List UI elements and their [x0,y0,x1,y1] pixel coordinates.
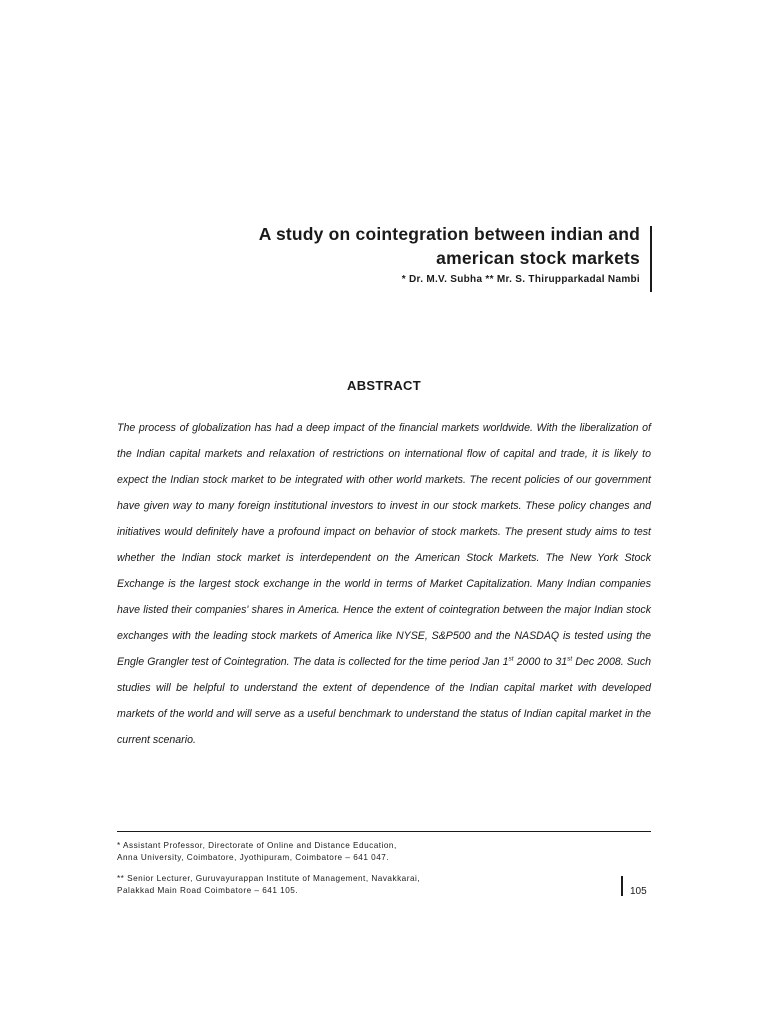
abstract-body [117,415,651,753]
paper-title-line-2: american stock markets [436,248,640,268]
abstract-text-part-1: The process of globalization has had a deep impact of the financial markets worldwide. With the liberalization of the Indian capital markets and relaxation of restrictions on international flow of capital and trade, it is likely to expect the Indian stock market to be integrated with other world markets. The recent policies of our government have given way to many foreign institutional investors to invest in our stock markets. These policy changes and initiatives would definitely have a profound impact on behavior of stock markets. The present study aims to test whether the Indian stock market is interdependent on the American Stock Markets. The New York Stock Exchange is the largest stock exchange in the world in terms of Market Capitalization. Many Indian companies have listed their companies' shares in America. Hence the extent of cointegration between the major Indian stock exchanges with the leading stock markets of America like NYSE, S&P500 and the NASDAQ is tested using the Engle Grangler test of Cointegration. The data is collected for the time period Jan 1 [117,422,651,668]
paper-header [200,222,640,285]
abstract-heading: ABSTRACT [347,378,421,393]
abstract-superscript-1: st [508,655,514,663]
footnote-second-line-2: Palakkad Main Road Coimbatore – 641 105. [117,886,299,895]
page-number-rule [621,876,623,896]
footnote-second-line-1: ** Senior Lecturer, Guruvayurappan Institute of Management, Navakkarai, [117,874,421,883]
abstract-text-part-3: Dec 2008. Such studies will be helpful to understand the extent of dependence of the Indian capital market with developed markets of the world and will serve as a useful benchmark to understand the status of Indian capital market in the current scenario. [117,656,652,746]
footnote-second-author [117,873,537,897]
footnote-divider [117,831,651,832]
footnote-first-line-2: Anna University, Coimbatore, Jyothipuram, Coimbatore – 641 047. [117,853,390,862]
footnote-first-author [117,840,537,864]
paper-authors: * Dr. M.V. Subha ** Mr. S. Thirupparkadal Nambi [401,274,640,285]
title-vertical-rule [650,226,652,292]
paper-title-line-1: A study on cointegration between indian and [258,224,640,244]
page-number: 105 [630,886,647,897]
footnote-first-line-1: * Assistant Professor, Directorate of Online and Distance Education, [117,841,397,850]
abstract-text-part-2: 2000 to 31 [513,656,568,668]
abstract-superscript-2: st [567,655,573,663]
